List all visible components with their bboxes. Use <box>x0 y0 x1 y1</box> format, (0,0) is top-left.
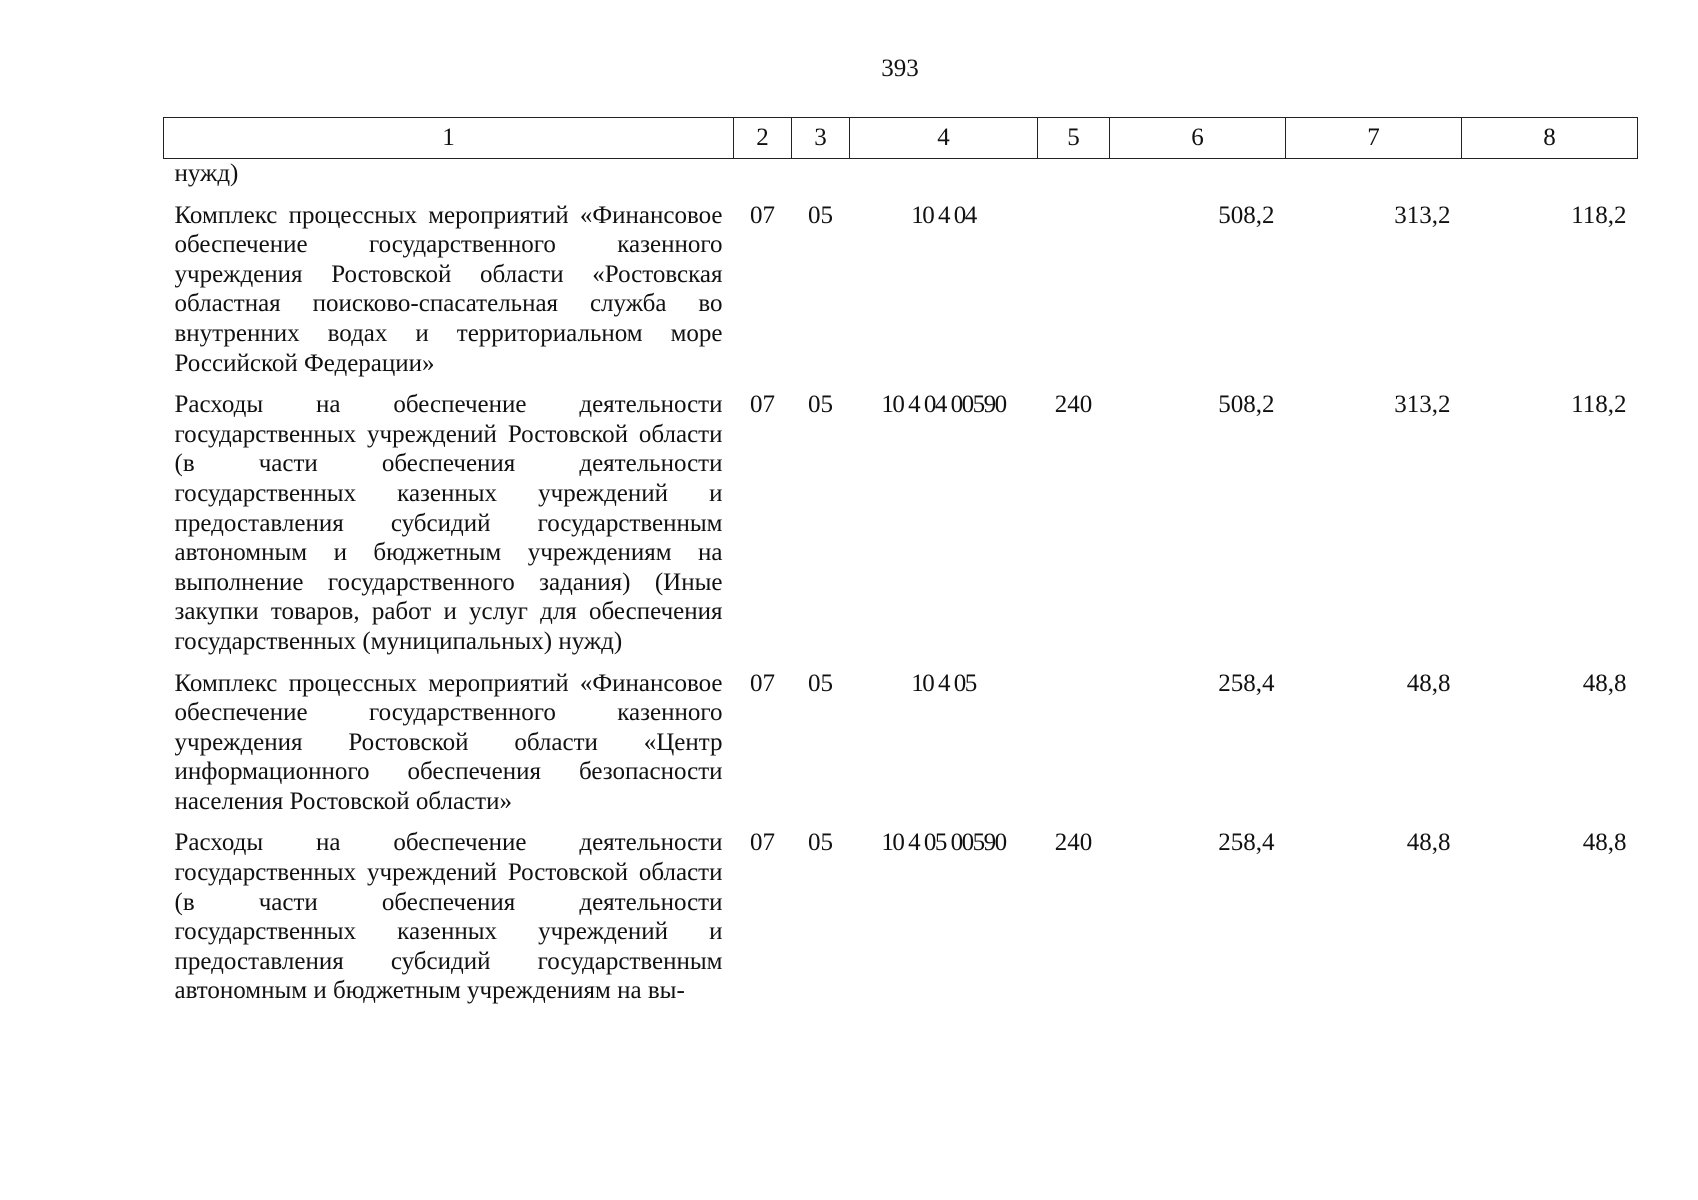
header-col-8: 8 <box>1462 118 1638 159</box>
row-year2: 313,2 <box>1394 391 1451 419</box>
row-year2: 48,8 <box>1406 669 1451 697</box>
row-year3: 118,2 <box>1571 201 1627 229</box>
header-col-1: 1 <box>164 118 734 159</box>
table-row <box>164 189 1638 379</box>
row-rz: 07 <box>750 829 775 857</box>
header-col-3: 3 <box>792 118 850 159</box>
table-body <box>164 159 1638 1007</box>
row-csr: 10 4 04 00590 <box>881 391 1006 419</box>
row-year2: 313,2 <box>1394 201 1451 229</box>
header-col-7: 7 <box>1286 118 1462 159</box>
row-csr: 10 4 04 <box>911 201 976 229</box>
row-year1: 508,2 <box>1218 201 1275 229</box>
row-description: нужд) <box>174 160 239 187</box>
header-col-6: 6 <box>1110 118 1286 159</box>
row-year3: 48,8 <box>1582 829 1627 857</box>
header-col-2: 2 <box>734 118 792 159</box>
row-vr <box>1038 657 1110 817</box>
row-csr: 10 4 05 <box>911 669 976 697</box>
budget-table <box>163 117 1638 1006</box>
page-number: 393 <box>881 55 919 82</box>
table-row <box>164 657 1638 817</box>
row-year2: 48,8 <box>1406 829 1451 857</box>
row-year3: 118,2 <box>1571 391 1627 419</box>
row-pr: 05 <box>808 669 833 697</box>
row-pr: 05 <box>808 829 833 857</box>
row-vr: 240 <box>1054 391 1093 419</box>
row-year3 <box>1462 159 1638 189</box>
table-row <box>164 159 1638 189</box>
row-csr <box>850 159 1038 189</box>
table-row <box>164 378 1638 656</box>
row-description: Расходы на обеспечение деятельности государственных учреждений Ростовской области (в части обеспечения деятельности государственных казенных учреждений и предоставления субсидий государственным автономным и бюджетным учреждениям на выполнение государственного задания) (Иные закупки товаров, работ и услуг для обеспечения государственных (муниципальных) нужд) <box>174 391 723 655</box>
row-vr <box>1038 189 1110 379</box>
row-vr <box>1038 159 1110 189</box>
table-header <box>164 118 1638 159</box>
row-vr: 240 <box>1054 829 1093 857</box>
row-year2 <box>1286 159 1462 189</box>
row-pr: 05 <box>808 201 833 229</box>
row-year1 <box>1110 159 1286 189</box>
row-rz <box>734 159 792 189</box>
row-pr: 05 <box>808 391 833 419</box>
row-rz: 07 <box>750 201 775 229</box>
header-col-4: 4 <box>850 118 1038 159</box>
table-row <box>164 816 1638 1006</box>
row-year1: 258,4 <box>1218 829 1275 857</box>
header-col-5: 5 <box>1038 118 1110 159</box>
row-description: Комплекс процессных мероприятий «Финансовое обеспечение государственного казенного учреждения Ростовской области «Центр информационного обеспечения безопасности населения Ростовской области» <box>174 669 723 815</box>
row-csr: 10 4 05 00590 <box>881 829 1006 857</box>
header-row <box>164 118 1638 159</box>
row-description: Расходы на обеспечение деятельности государственных учреждений Ростовской области (в части обеспечения деятельности государственных казенных учреждений и предоставления субсидий государственным автономным и бюджетным учреждениям на вы- <box>174 829 723 1005</box>
row-rz: 07 <box>750 669 775 697</box>
row-year3: 48,8 <box>1582 669 1627 697</box>
row-rz: 07 <box>750 391 775 419</box>
row-year1: 508,2 <box>1218 391 1275 419</box>
row-year1: 258,4 <box>1218 669 1275 697</box>
row-description: Комплекс процессных мероприятий «Финансовое обеспечение государственного казенного учреждения Ростовской области «Ростовская областная поисково-спасательная служба во внутренних водах и территориальном море Российской Федерации» <box>174 201 723 377</box>
row-pr <box>792 159 850 189</box>
